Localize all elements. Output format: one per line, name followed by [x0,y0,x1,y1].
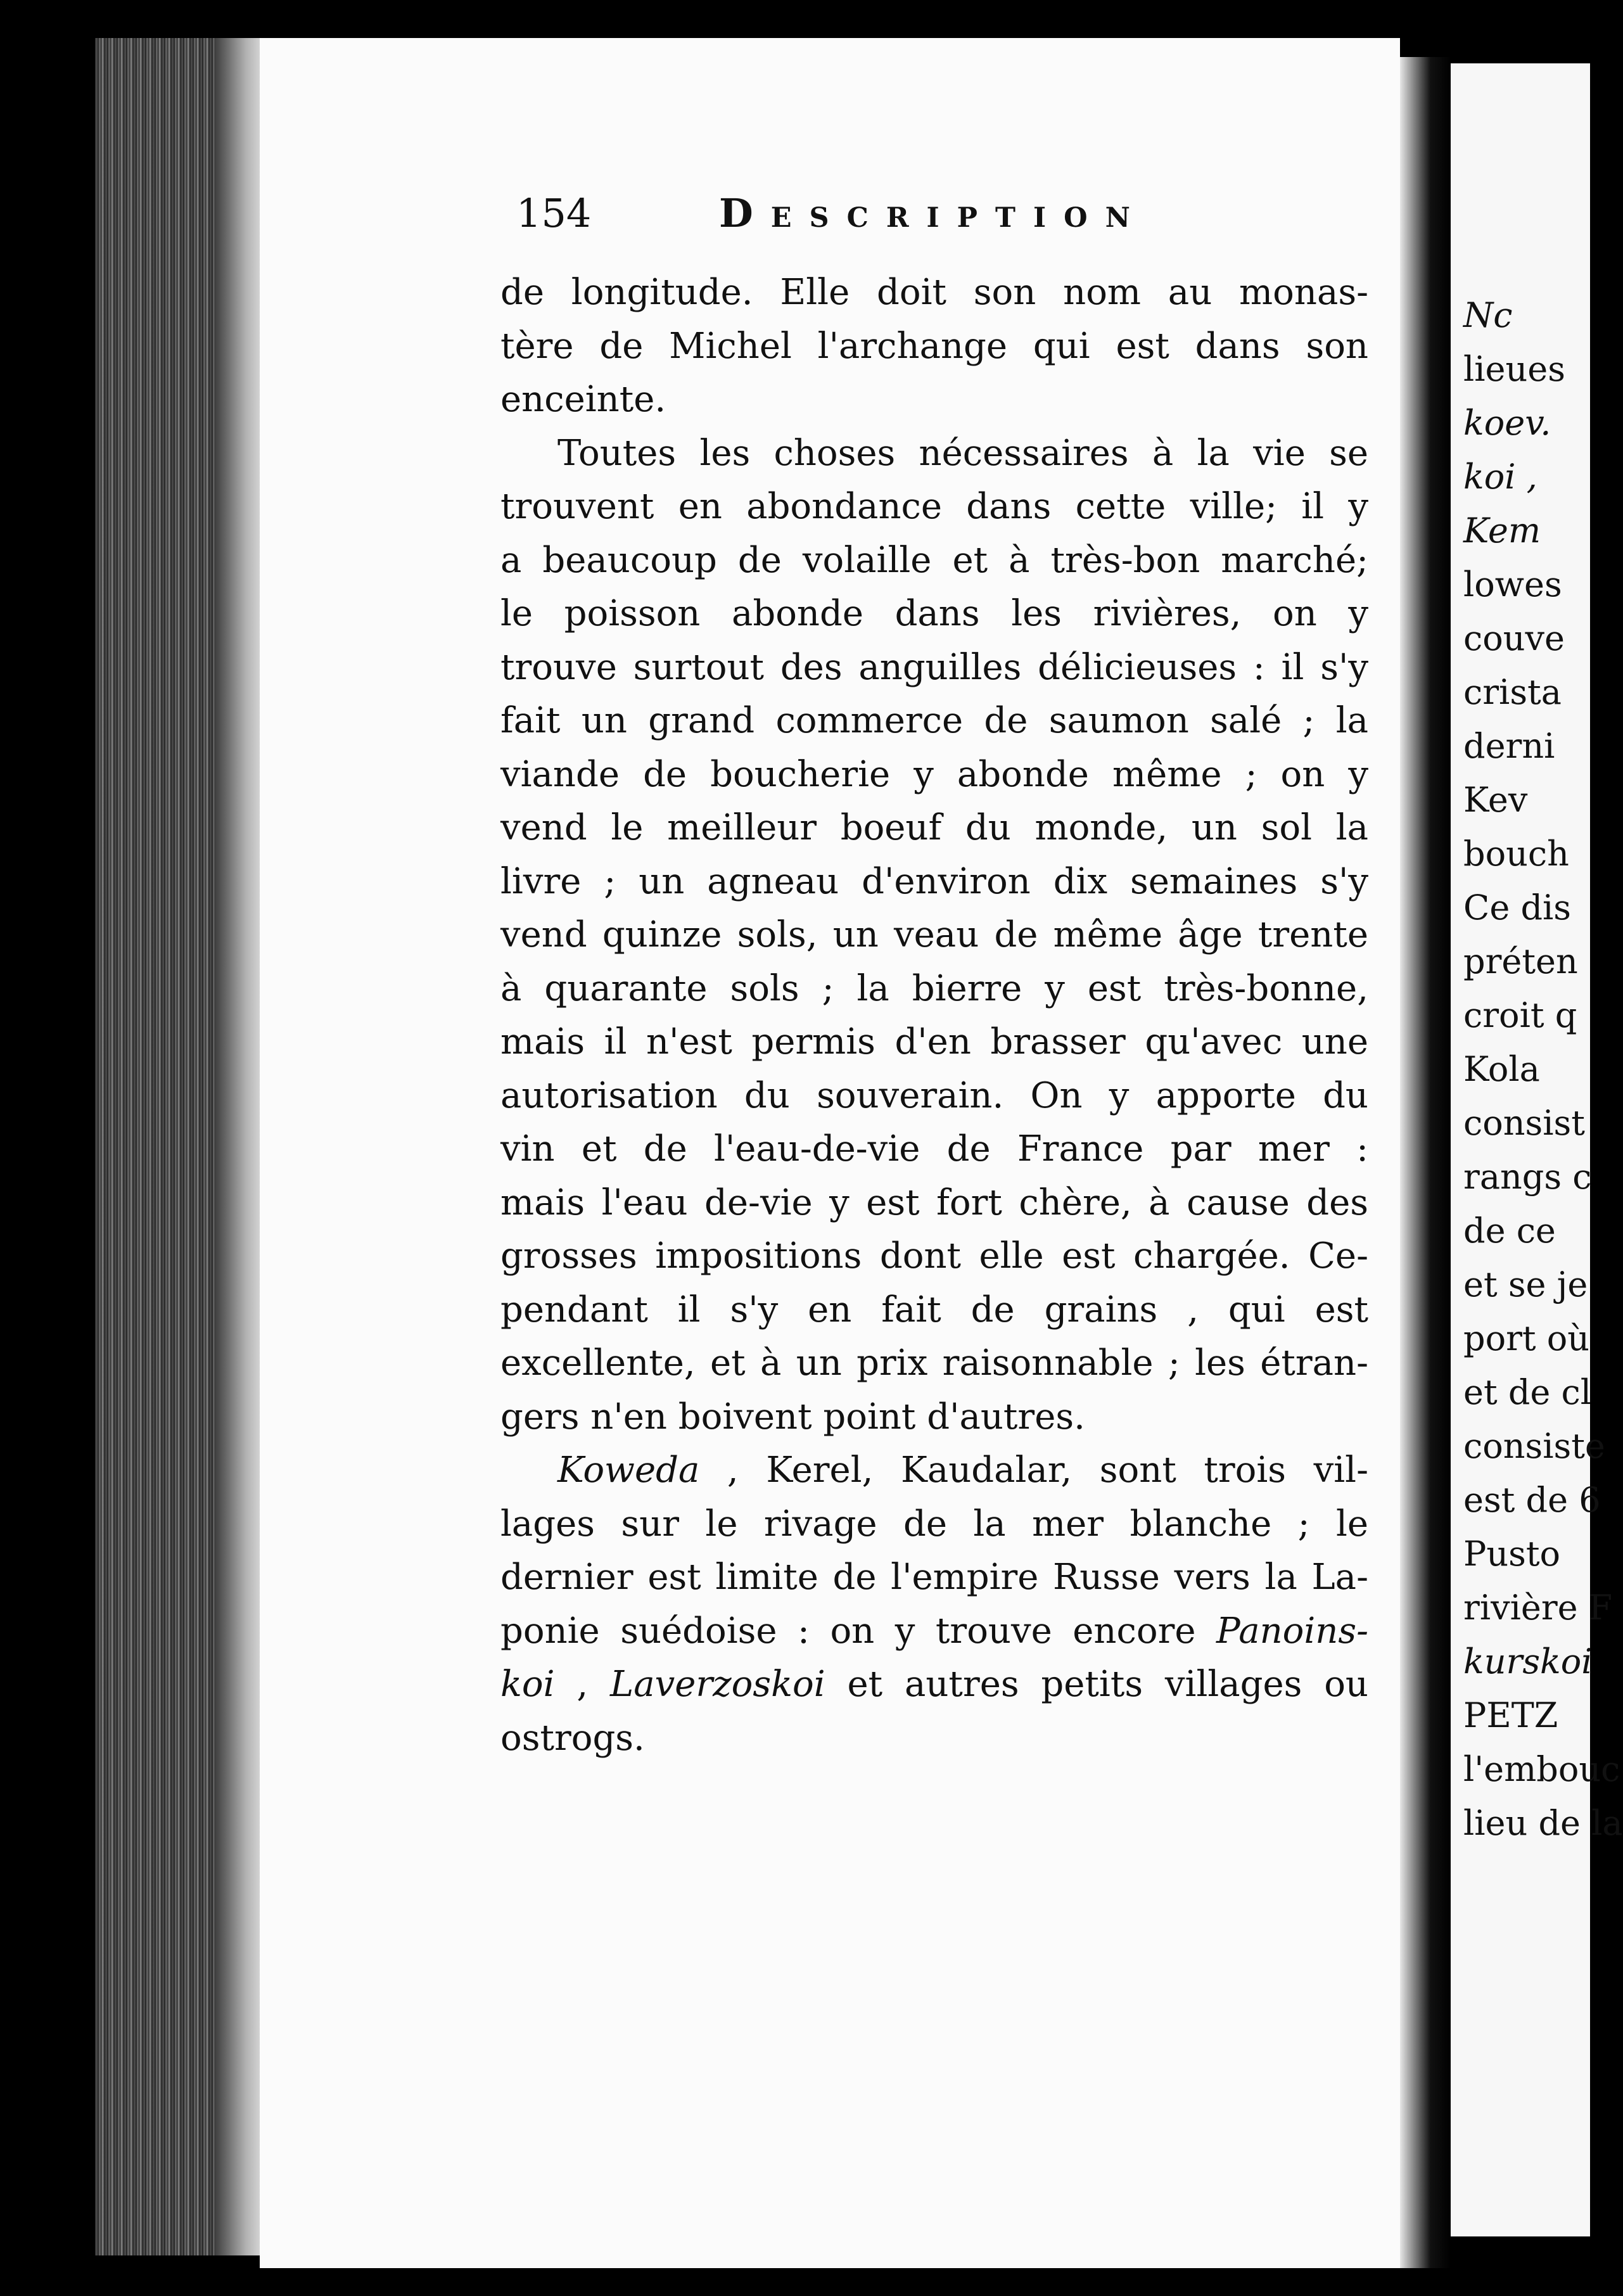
text-line: pendant il s'y en fait de grains , qui est [500,1289,1368,1330]
text-line: Koweda , Kerel, Kaudalar, sont trois vil- [557,1450,1368,1491]
text-line: livre ; un agneau d'environ dix semaines s'y [500,860,1368,902]
running-title: Description [719,190,1148,236]
text-line: lowes [1463,564,1562,604]
text-line: koi , Laverzoskoi et autres petits villages ou [500,1664,1368,1705]
text-line: l'embouc [1463,1749,1620,1789]
text-line: lieues [1463,349,1565,389]
text-line: excellente, et à un prix raisonnable ; les étran- [500,1343,1368,1384]
text-line: ostrogs. [500,1717,645,1759]
text-line: Pusto [1463,1534,1561,1574]
text-line: Nc [1463,295,1513,335]
text-line: trouve surtout des anguilles délicieuses : il s'y [500,646,1368,688]
text-line: préten [1463,941,1578,981]
text-line: croit q [1463,995,1577,1035]
text-line: rivière F [1463,1588,1613,1628]
text-line: le poisson abonde dans les rivières, on y [500,593,1368,634]
text-line: de longitude. Elle doit son nom au monas- [500,272,1368,313]
text-line: a beaucoup de volaille et à très-bon marché; [500,539,1368,581]
text-line: lieu de la [1463,1803,1623,1843]
text-line: vend le meilleur boeuf du monde, un sol la [500,807,1368,848]
text-line: vend quinze sols, un veau de même âge trente [500,914,1368,955]
text-line: koev. [1463,403,1551,443]
text-line: tère de Michel l'archange qui est dans son [500,325,1368,367]
text-line: enceinte. [500,379,666,420]
text-line: ponie suédoise : on y trouve encore Panoins- [500,1610,1368,1652]
text-line: Kola [1463,1049,1540,1089]
text-line: et de cl [1463,1372,1592,1412]
text-line: consiste [1463,1426,1605,1466]
text-line: koi , [1463,457,1537,497]
text-line: rangs c [1463,1157,1592,1197]
text-line: de ce [1463,1211,1556,1251]
book-fore-edge [95,38,266,2255]
text-line: PETZ [1463,1695,1558,1735]
text-line: à quarante sols ; la bierre y est très-bonne, [500,967,1368,1009]
text-line: bouch [1463,834,1569,874]
text-line: port où [1463,1318,1590,1358]
text-line: derni [1463,726,1555,766]
text-line: grosses impositions dont elle est chargée. Ce- [500,1235,1368,1277]
text-line: kurskoi [1463,1642,1593,1681]
text-line: dernier est limite de l'empire Russe vers la La- [500,1557,1368,1598]
text-line: viande de boucherie y abonde même ; on y [500,753,1368,795]
text-line: vin et de l'eau-de-vie de France par mer : [500,1128,1368,1170]
text-line: fait un grand commerce de saumon salé ; la [500,700,1368,741]
right-page-body [1463,288,1623,1850]
text-line: Ce dis [1463,888,1571,928]
book-gutter [1400,57,1451,2268]
page-number: 154 [516,190,592,236]
left-page-body [500,266,1368,1765]
text-line: mais l'eau de-vie y est fort chère, à cause des [500,1182,1368,1223]
text-line: trouvent en abondance dans cette ville; il y [500,486,1368,527]
running-header [516,190,1219,253]
text-line: et se je [1463,1265,1588,1304]
text-line: crista [1463,672,1562,712]
text-line: Kem [1463,511,1541,551]
text-line: consist [1463,1103,1585,1143]
text-line: Toutes les choses nécessaires à la vie se [557,432,1368,474]
text-line: lages sur le rivage de la mer blanche ; le [500,1503,1368,1545]
text-line: est de 6 [1463,1480,1601,1520]
text-line: gers n'en boivent point d'autres. [500,1396,1085,1438]
text-line: couve [1463,618,1565,658]
text-line: autorisation du souverain. On y apporte du [500,1075,1368,1116]
text-line: mais il n'est permis d'en brasser qu'avec une [500,1021,1368,1062]
text-line: Kev [1463,780,1528,820]
